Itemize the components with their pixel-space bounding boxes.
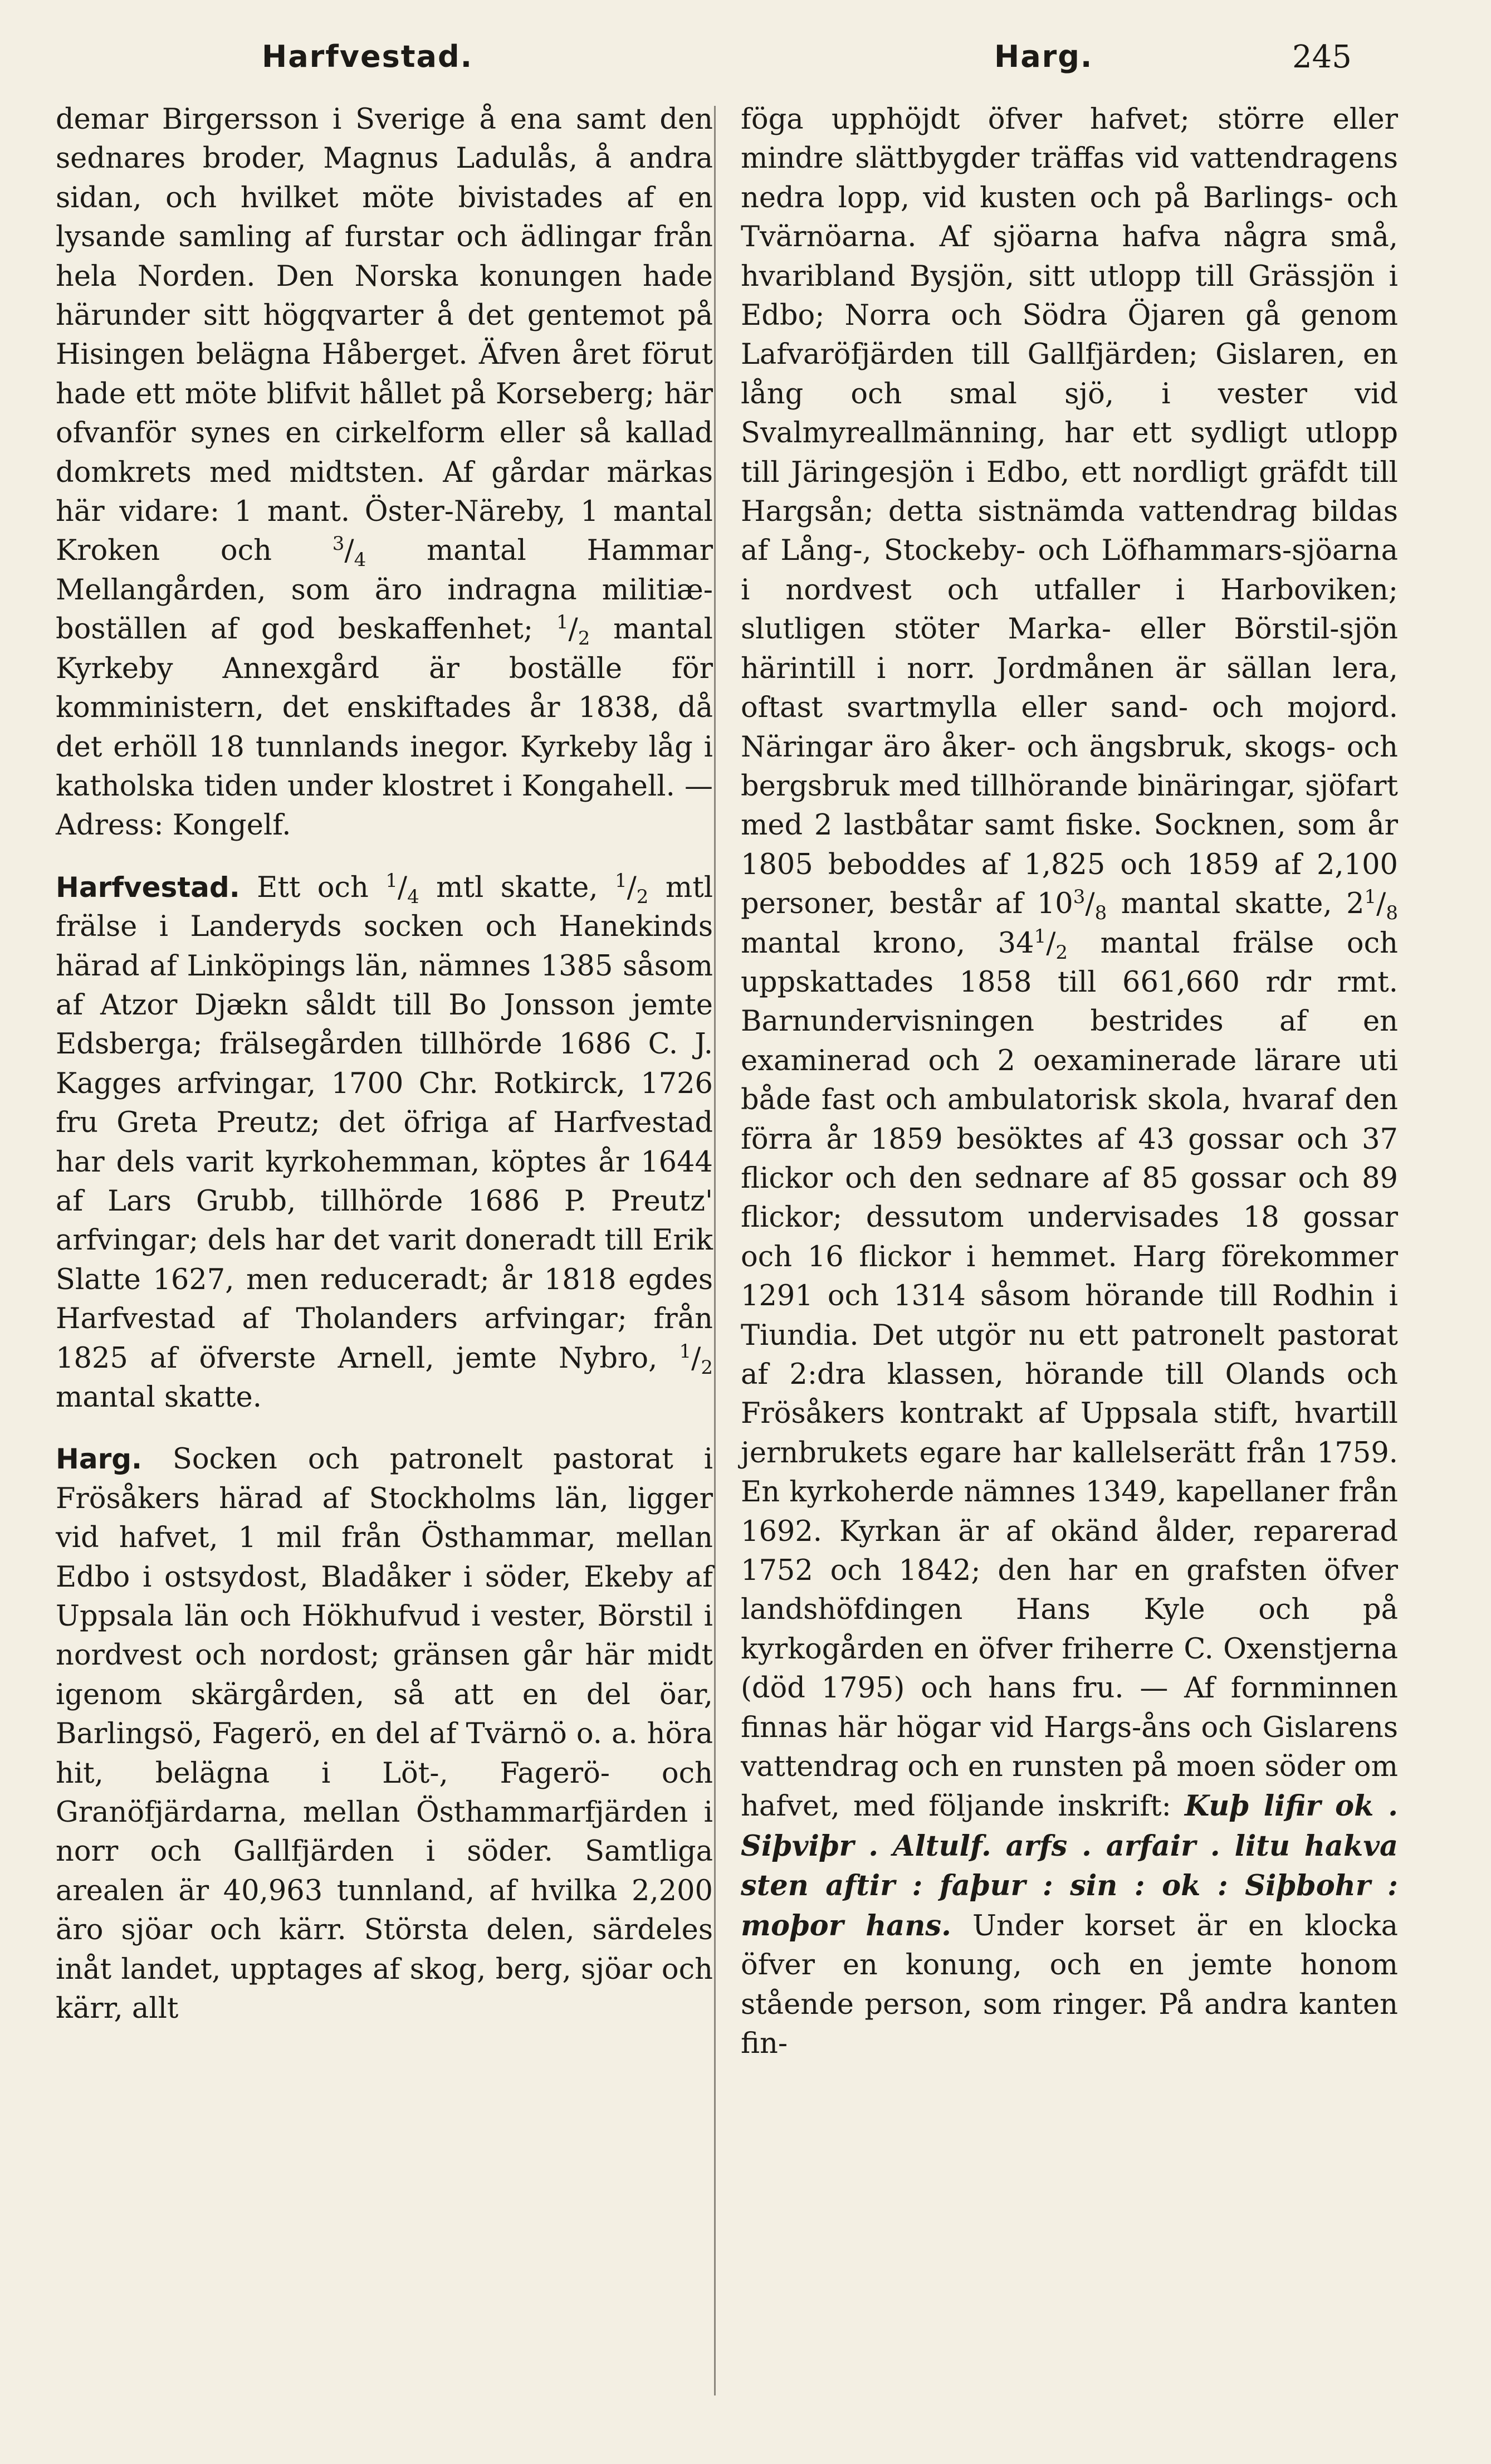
fraction-num: 1	[556, 611, 569, 634]
page-number: 245	[1292, 39, 1352, 75]
fraction-den: 4	[354, 549, 366, 572]
entry-harfvestad: Harfvestad. Ett och $^1/_4$ mtl skatte, $^1/_2$ mtl frälse i Landeryds socken och Hanekinds härad af Linköpings län, nämnes 1385 såsom af Atzor Djækn såldt till Bo Jonsson jemte Edsberga; frälsegården tillhörde 1686 C. J. Kagges arfvingar, 1700 Chr. Rotkirck, 1726 fru Greta Preutz; det öfriga af Harfvestad har dels varit kyrkohemman, köptes år 1644 af Lars Grubb, tillhörde 1686 P. Preutz' arfvingar; dels har det varit doneradt till Erik Slatte 1627, men reduceradt; år 1818 egdes Harfvestad af Tholanders arfvingar; från 1825 af öfverste Arnell, jemte Nybro, $^1/_2$ mantal skatte.	[56, 869, 713, 1414]
running-head-center: Harg.	[994, 39, 1093, 74]
running-head	[0, 39, 1491, 89]
left-column	[56, 100, 713, 2029]
runic-inscription: Kuþ lifir ok . Siþviþr . Altulf. arfs . arfair . litu hakva sten aftir : faþur : sin : ok : Siþbohr : moþor hans.	[741, 1789, 1398, 1943]
entry-headword: Harfvestad.	[56, 871, 240, 904]
entry-harg: Harg. Socken och patronelt pastorat i Frösåkers härad af Stockholms län, ligger vid hafvet, 1 mil från Östhammar, mellan Edbo i ostsydost, Bladåker i söder, Ekeby af Uppsala län och Hökhufvud i vester, Börstil i nordvest och nordost; gränsen går här midt igenom skärgården, så att en del öar, Barlingsö, Fagerö, en del af Tvärnö o. a. höra hit, belägna i Löt-, Fagerö- och Granöfjärdarna, mellan Östhammarfjärden i norr och Gallfjärden i söder. Samtliga arealen är 40,963 tunnland, af hvilka 2,200 äro sjöar och kärr. Största delen, särdeles inåt landet, upptages af skog, berg, sjöar och kärr, allt	[56, 1443, 713, 2026]
entry-harg-continued: föga upphöjdt öfver hafvet; större eller mindre slättbygder träffas vid vattendragens nedra lopp, vid kusten och på Barlings- och Tvärnöarna. Af sjöarna hafva några små, hvaribland Bysjön, sitt utlopp till Grässjön i Edbo; Norra och Södra Öjaren gå genom Lafvaröfjärden till Gallfjärden; Gislaren, en lång och smal sjö, i vester vid Svalmyreallmänning, har ett sydligt utlopp till Järingesjön i Edbo, ett nordligt gräfdt till Hargsån; detta sistnämda vattendrag bildas af Lång-, Stockeby- och Löfhammars-sjöarna i nordvest och utfaller i Harboviken; slutligen stöter Marka- eller Börstil-sjön härintill i norr. Jordmånen är sällan lera, oftast svartmylla eller sand- och mojord. Näringar äro åker- och ängsbruk, skogs- och bergsbruk med tillhörande binäringar, sjöfart med 2 lastbåtar samt fiske. Socknen, som år 1805 beboddes af 1,825 och 1859 af 2,100 personer, består af $10^3/_8$ mantal skatte, $2^1/_8$ mantal krono, $34^1/_2$ mantal frälse och uppskattades 1858 till 661,660 rdr rmt. Barnundervisningen bestrides af en examinerad och 2 oexaminerade lärare uti både fast och ambulatorisk skola, hvaraf den förra år 1859 besöktes af 43 gossar och 37 flickor och den sednare af 85 gossar och 89 flickor; dessutom undervisades 18 gossar och 16 flickor i hemmet. Harg förekommer 1291 och 1314 såsom hörande till Rodhin i Tiundia. Det utgör nu ett patronelt pastorat af 2:dra klassen, hörande till Olands och Frösåkers kontrakt af Uppsala stift, hvartill jernbrukets egare har kallelserätt från 1759. En kyrkoherde nämnes 1349, kapellaner från 1692. Kyrkan är af okänd ålder, reparerad 1752 och 1842; den har en grafsten öfver landshöfdingen Hans Kyle och på kyrkogården en öfver friherre C. Oxenstjerna (död 1795) och hans fru. — Af fornminnen finnas här högar vid Hargs-åns och Gislarens vattendrag och en runsten på moen söder om hafvet, med följande inskrift: Kuþ lifir ok . Siþviþr . Altulf. arfs . arfair . litu hakva sten aftir : faþur : sin : ok : Siþbohr : moþor hans. Under korset är en klocka öfver en konung, och en jemte honom stående person, som ringer. På andra kanten fin-	[741, 103, 1398, 2060]
fraction-den: 2	[578, 627, 590, 650]
column-divider	[714, 106, 716, 2395]
entry-headword: Harg.	[56, 1443, 143, 1476]
paragraph-kongelf: demar Birgersson i Sverige å ena samt den sednares broder, Magnus Ladulås, å andra sidan, och hvilket möte bivistades af en lysande samling af furstar och ädlingar från hela Norden. Den Norska konungen hade härunder sitt högqvarter å det gentemot på Hisingen belägna Håberget. Äfven året förut hade ett möte blifvit hållet på Korseberg; här ofvanför synes en cirkelform eller så kallad domkrets med midtsten. Af gårdar märkas här vidare: 1 mant. Öster-Näreby, 1 mantal Kroken och $^3/_4$ mantal Hammar Mellangården, som äro indragna militiæ-boställen af god beskaffenhet; $^1/_2$ mantal Kyrkeby Annexgård är boställe för komministern, det enskiftades år 1838, då det erhöll 18 tunnlands inegor. Kyrkeby låg i katholska tiden under klostret i Kongahell. — Adress: Kongelf.	[56, 103, 713, 842]
running-head-left: Harfvestad.	[262, 39, 473, 74]
fraction-num: 3	[332, 533, 345, 555]
right-column	[741, 100, 1398, 2063]
